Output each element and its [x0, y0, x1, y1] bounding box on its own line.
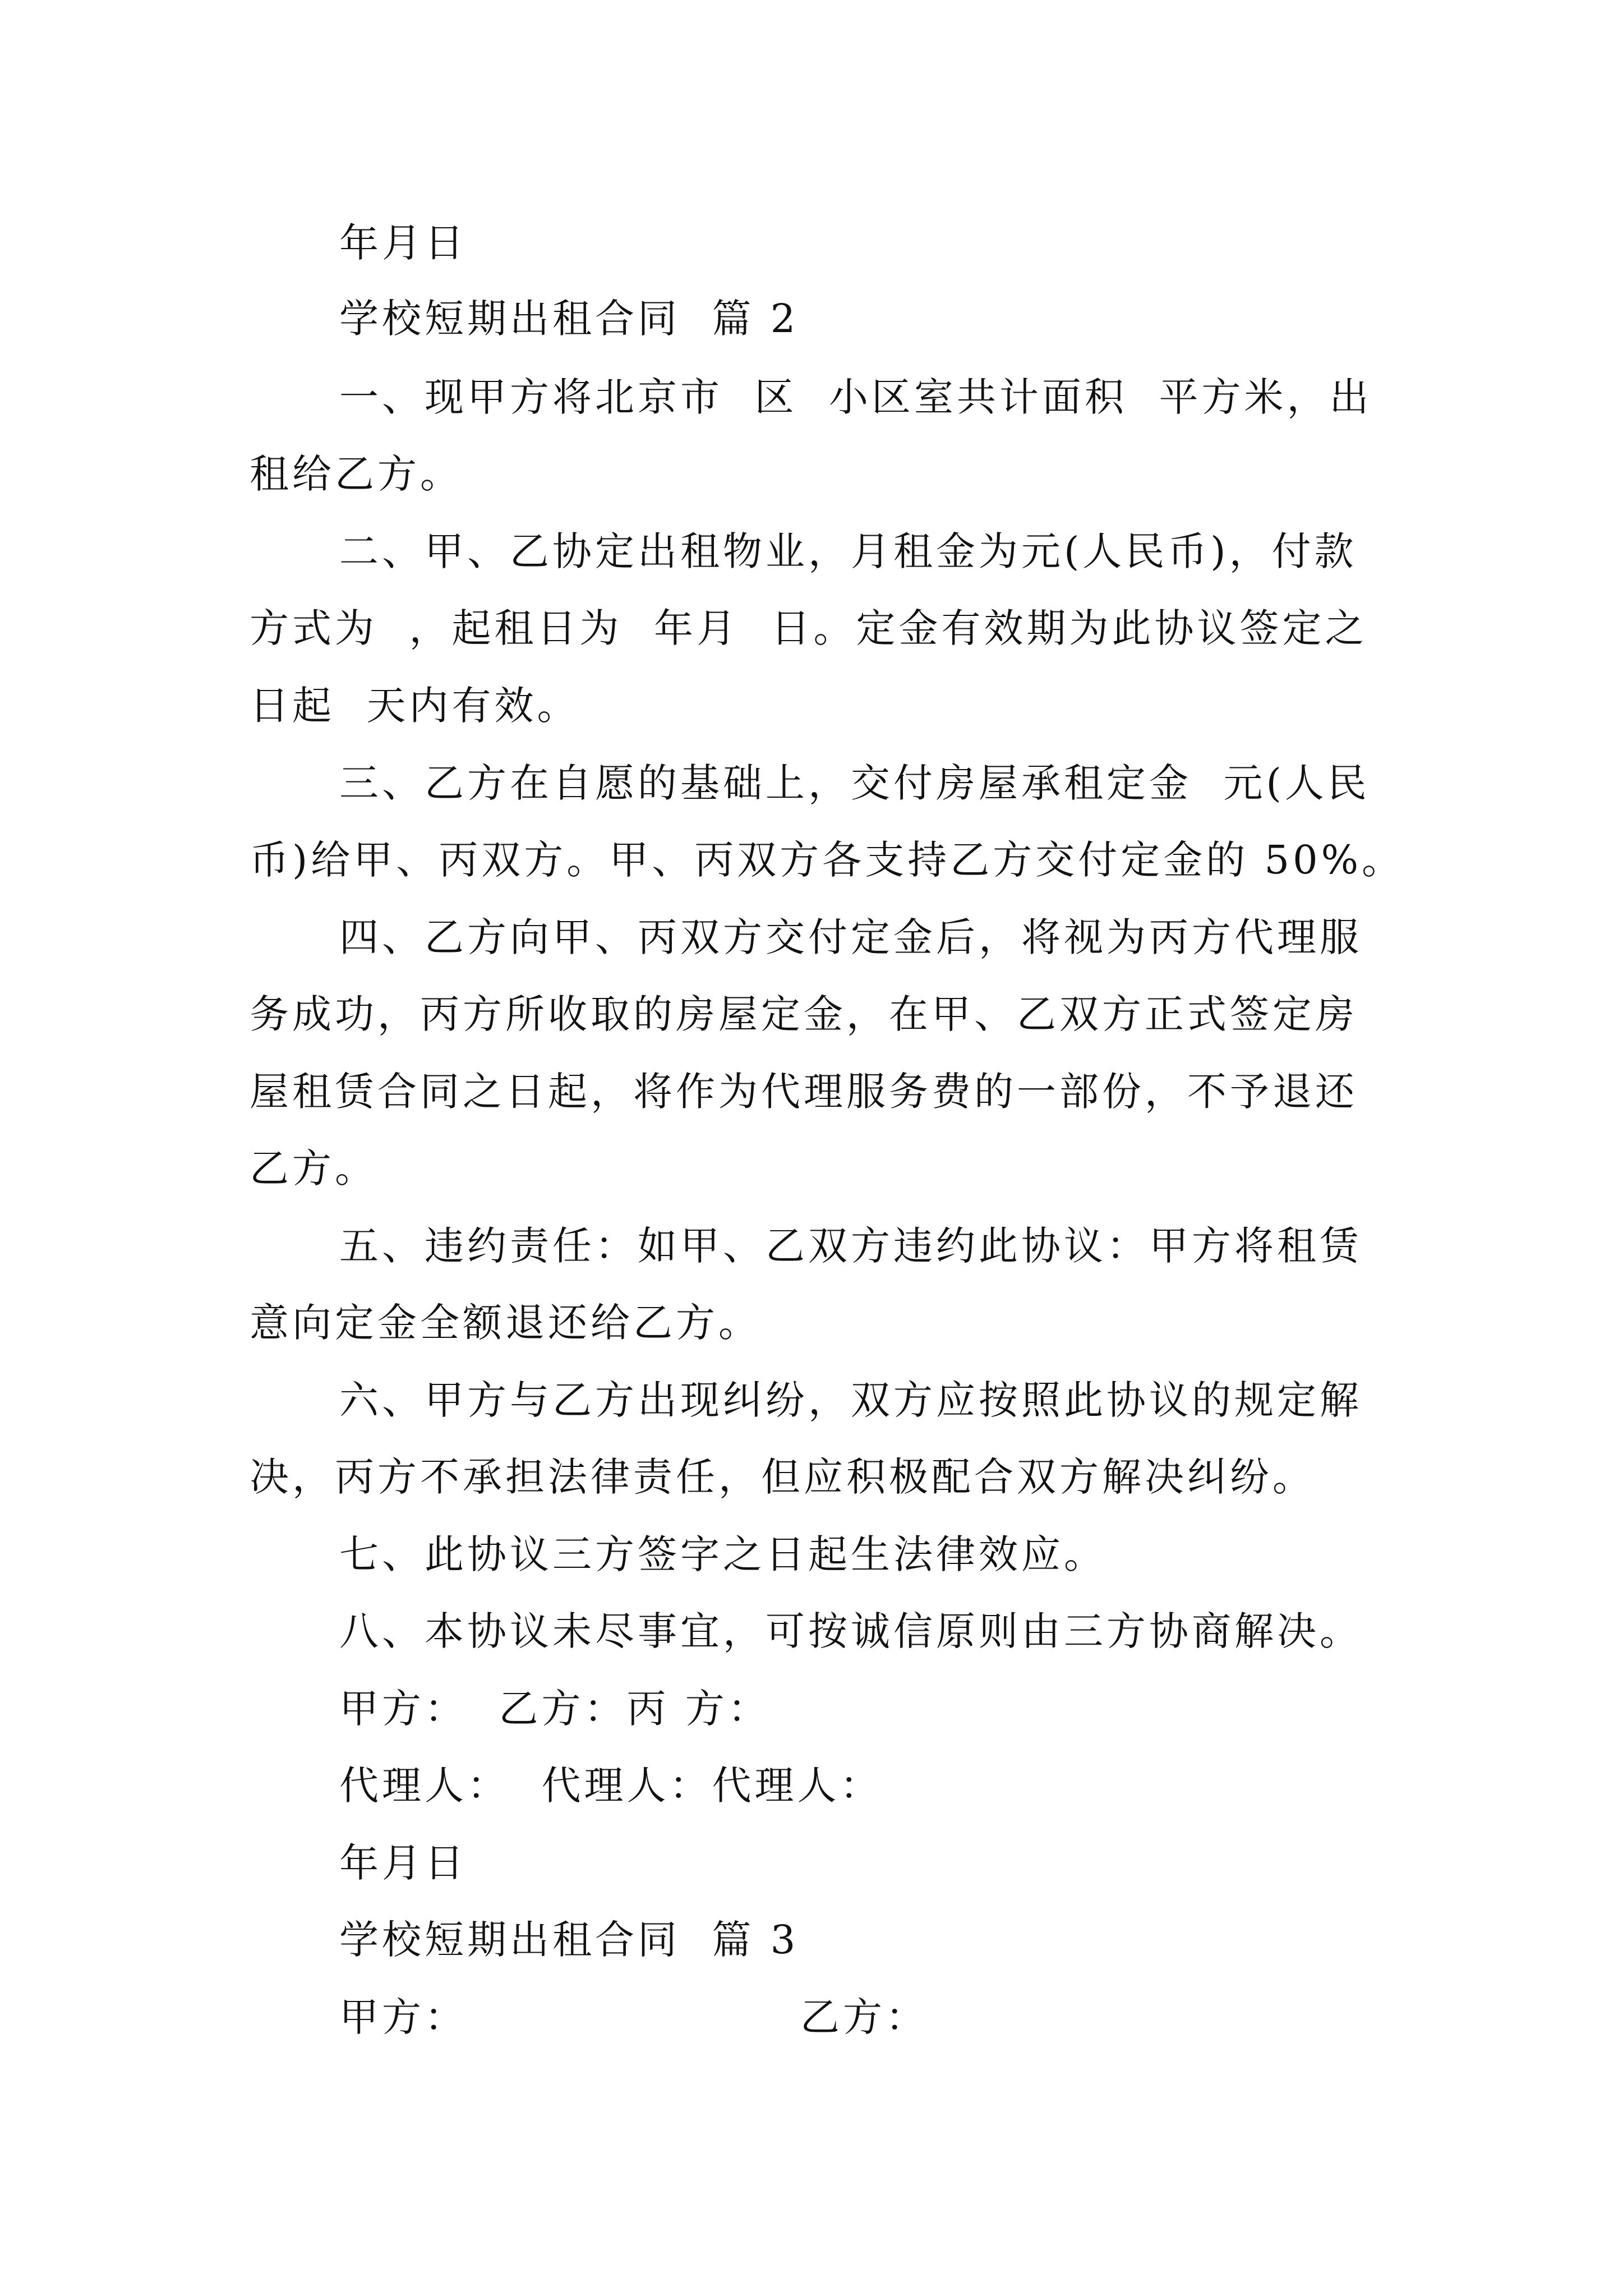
clause-3-line-1: 三、乙方在自愿的基础上，交付房屋承租定金 元(人民 — [339, 760, 1370, 806]
section-title: 学校短期出租合同 篇 3 — [339, 1917, 799, 1963]
parties-signature-line: 甲方： 乙方：丙 方： — [339, 1686, 771, 1732]
party-a-label: 甲方： — [339, 1994, 467, 2040]
section-title: 学校短期出租合同 篇 2 — [339, 296, 799, 342]
clause-7: 七、此协议三方签字之日起生法律效应。 — [339, 1531, 1106, 1577]
clause-1-line-1: 一、现甲方将北京市 区 小区室共计面积 平方米，出 — [339, 374, 1372, 420]
party-b-label: 乙方： — [800, 1994, 928, 2040]
clause-4-line-1: 四、乙方向甲、丙双方交付定金后，将视为丙方代理服 — [339, 914, 1362, 960]
clause-4-line-4: 乙方。 — [250, 1145, 377, 1191]
clause-8: 八、本协议未尽事宜，可按诚信原则由三方协商解决。 — [339, 1608, 1362, 1654]
clause-5-line-1: 五、违约责任：如甲、乙双方违约此协议：甲方将租赁 — [339, 1223, 1362, 1269]
clause-2-line-3: 日起 天内有效。 — [250, 683, 580, 729]
clause-1-line-2: 租给乙方。 — [250, 451, 463, 497]
date-line: 年月日 — [339, 220, 467, 266]
date-line: 年月日 — [339, 1840, 467, 1886]
clause-6-line-1: 六、甲方与乙方出现纠纷，双方应按照此协议的规定解 — [339, 1377, 1362, 1423]
agents-signature-line: 代理人： 代理人：代理人： — [339, 1763, 883, 1809]
clause-2-line-2: 方式为 ，起租日为 年月 日。定金有效期为此协议签定之 — [250, 605, 1368, 651]
clause-3-line-2: 币)给甲、丙双方。甲、丙双方各支持乙方交付定金的 50%。 — [250, 837, 1405, 883]
clause-6-line-2: 决，丙方不承担法律责任，但应积极配合双方解决纠纷。 — [250, 1454, 1315, 1500]
clause-5-line-2: 意向定金全额退还给乙方。 — [250, 1300, 761, 1346]
clause-4-line-2: 务成功，丙方所收取的房屋定金，在甲、乙双方正式签定房 — [250, 991, 1358, 1037]
clause-4-line-3: 屋租赁合同之日起，将作为代理服务费的一部份，不予退还 — [250, 1069, 1358, 1115]
clause-2-line-1: 二、甲、乙协定出租物业，月租金为元(人民币)，付款 — [339, 528, 1357, 574]
